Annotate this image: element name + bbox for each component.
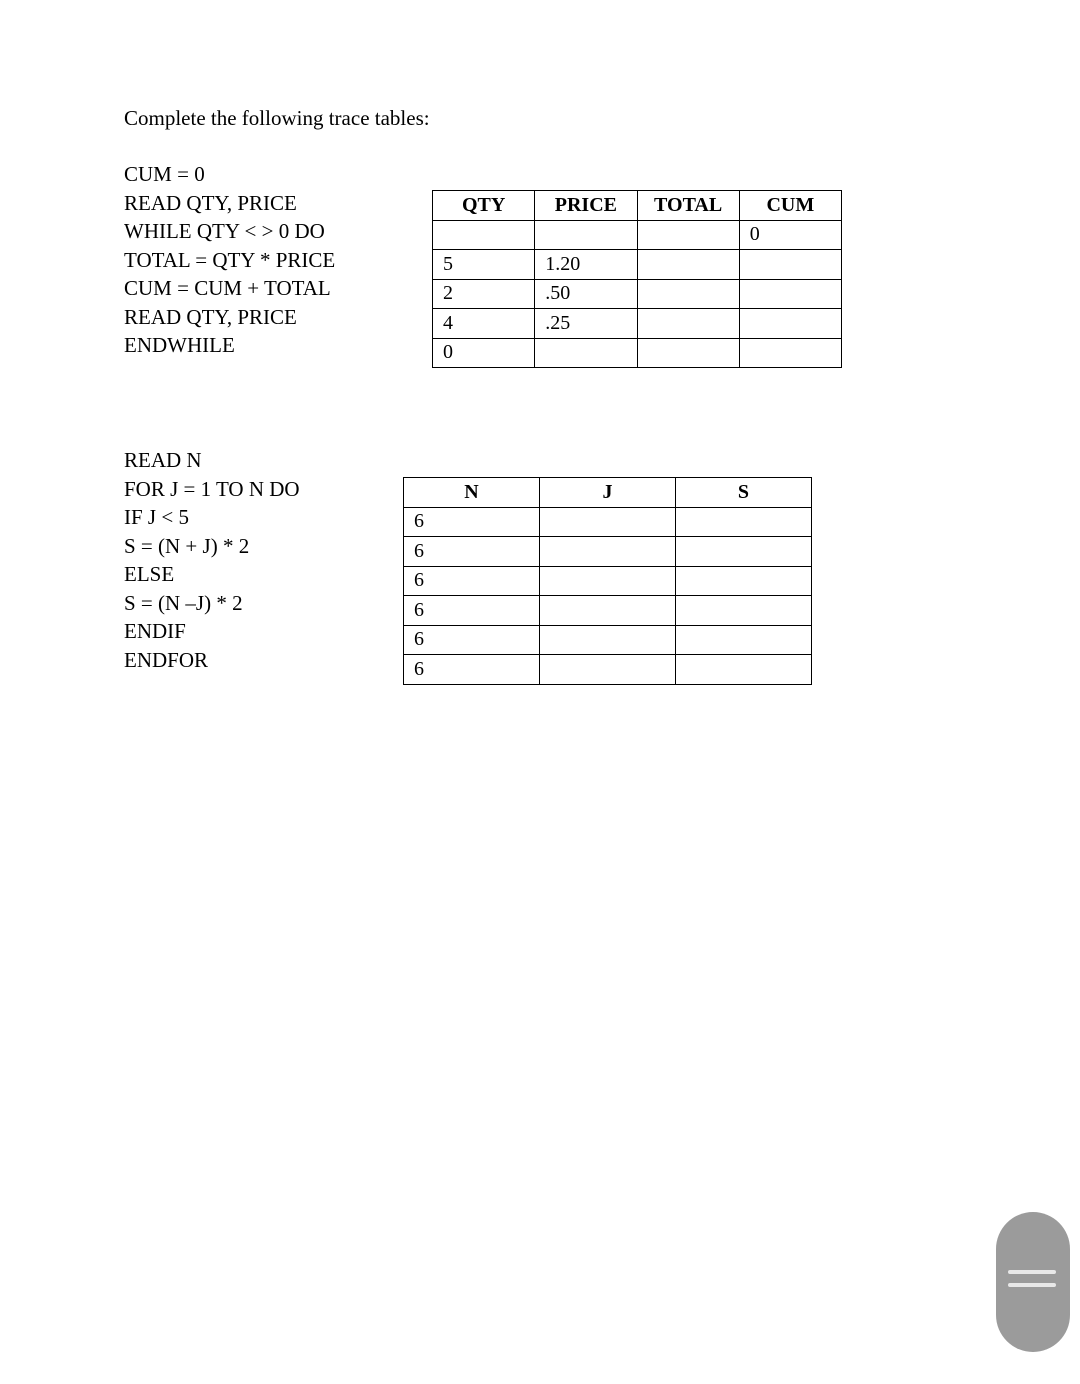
table-header-row <box>433 191 842 221</box>
column-header-s: S <box>675 478 811 508</box>
table-header-row <box>404 478 812 508</box>
table-cell[interactable]: 5 <box>433 250 535 280</box>
code-line: IF J < 5 <box>124 505 189 529</box>
code-line: TOTAL = QTY * PRICE <box>124 247 336 272</box>
menu-button[interactable] <box>996 1212 1070 1352</box>
table-cell[interactable] <box>535 338 637 368</box>
table-cell[interactable] <box>637 279 739 309</box>
table-row <box>404 566 812 596</box>
code-line: FOR J = 1 TO N DO <box>124 476 300 501</box>
table-row <box>404 625 812 655</box>
table-cell[interactable]: 1.20 <box>535 250 637 280</box>
code-line: ENDWHILE <box>124 333 235 357</box>
table-row <box>404 507 812 537</box>
table-row <box>404 596 812 626</box>
table-cell[interactable] <box>739 309 841 339</box>
code-line: ELSE <box>124 562 175 586</box>
table-cell[interactable]: 0 <box>739 220 841 250</box>
table-cell[interactable] <box>637 309 739 339</box>
table-row <box>433 309 842 339</box>
table-cell[interactable] <box>433 220 535 250</box>
table-cell[interactable] <box>539 566 675 596</box>
table-row <box>433 338 842 368</box>
table-cell[interactable]: 2 <box>433 279 535 309</box>
table-cell[interactable] <box>637 220 739 250</box>
column-header-n: N <box>404 478 540 508</box>
table-cell[interactable] <box>739 250 841 280</box>
column-header-total: TOTAL <box>637 191 739 221</box>
table-cell[interactable]: 6 <box>404 566 540 596</box>
code-line: ENDFOR <box>124 647 209 672</box>
code-line: CUM = CUM + TOTAL <box>124 276 331 300</box>
table-cell[interactable] <box>739 338 841 368</box>
column-header-j: J <box>539 478 675 508</box>
table-cell[interactable] <box>535 220 637 250</box>
table-cell[interactable]: .25 <box>535 309 637 339</box>
table-row <box>404 655 812 685</box>
code-line: CUM = 0 <box>124 162 205 186</box>
instructions-text: Complete the following trace tables: <box>124 106 430 130</box>
table-row <box>433 279 842 309</box>
table-cell[interactable]: 4 <box>433 309 535 339</box>
table-cell[interactable] <box>539 625 675 655</box>
table-cell[interactable] <box>675 625 811 655</box>
table-cell[interactable]: 6 <box>404 596 540 626</box>
code-line: S = (N –J) * 2 <box>124 590 243 615</box>
table-row <box>433 220 842 250</box>
column-header-cum: CUM <box>739 191 841 221</box>
table-cell[interactable] <box>675 655 811 685</box>
pseudocode-block-1 <box>124 160 335 360</box>
table-cell[interactable] <box>539 537 675 567</box>
table-cell[interactable] <box>675 566 811 596</box>
table-cell[interactable]: 6 <box>404 537 540 567</box>
code-line: READ QTY, PRICE <box>124 190 297 215</box>
table-cell[interactable] <box>539 655 675 685</box>
table-cell[interactable] <box>637 338 739 368</box>
table-cell[interactable]: 6 <box>404 655 540 685</box>
code-line: S = (N + J) * 2 <box>124 533 250 558</box>
table-cell[interactable] <box>539 596 675 626</box>
table-row <box>433 250 842 280</box>
code-line: READ N <box>124 448 202 472</box>
trace-table-2 <box>403 477 812 685</box>
table-cell[interactable] <box>539 507 675 537</box>
code-line: WHILE QTY < > 0 DO <box>124 219 325 243</box>
table-cell[interactable]: .50 <box>535 279 637 309</box>
table-cell[interactable] <box>739 279 841 309</box>
table-row <box>404 537 812 567</box>
table-cell[interactable] <box>675 537 811 567</box>
pseudocode-block-2 <box>124 446 300 674</box>
code-line: ENDIF <box>124 619 186 643</box>
table-cell[interactable] <box>675 507 811 537</box>
table-cell[interactable]: 6 <box>404 625 540 655</box>
code-line: READ QTY, PRICE <box>124 304 297 329</box>
table-cell[interactable]: 0 <box>433 338 535 368</box>
trace-table-1 <box>432 190 842 368</box>
column-header-qty: QTY <box>433 191 535 221</box>
table-cell[interactable] <box>675 596 811 626</box>
column-header-price: PRICE <box>535 191 637 221</box>
table-cell[interactable]: 6 <box>404 507 540 537</box>
table-cell[interactable] <box>637 250 739 280</box>
